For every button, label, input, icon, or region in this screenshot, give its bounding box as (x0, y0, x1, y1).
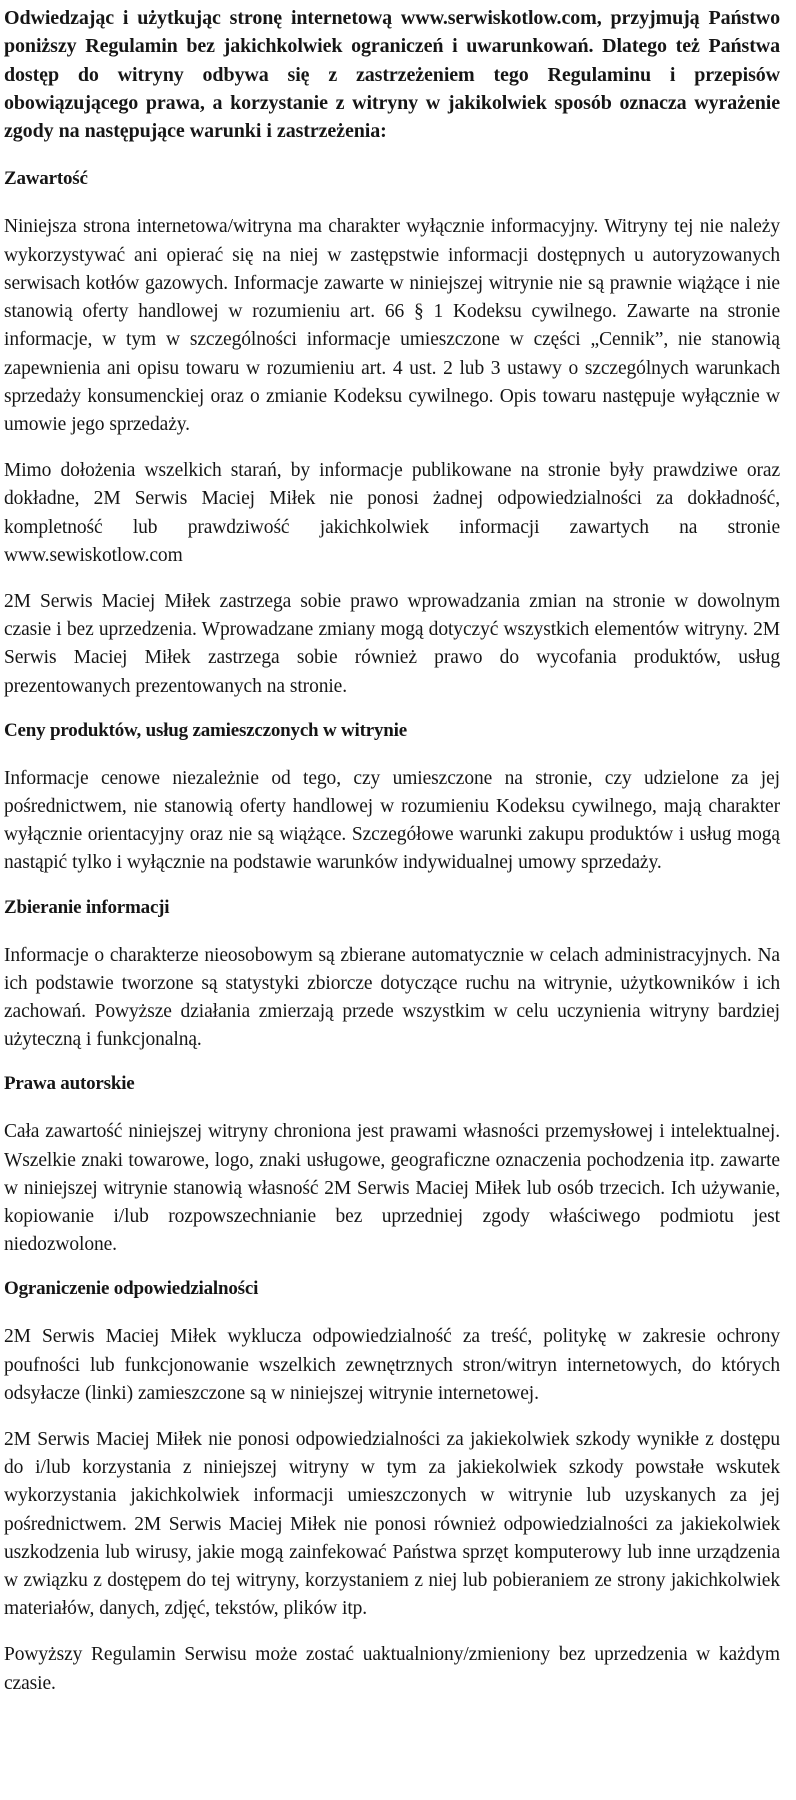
section-paragraph: Informacje cenowe niezależnie od tego, czy umieszczone na stronie, czy udzielone za jej pośrednictwem, nie stanowią oferty handlowej w rozumieniu Kodeksu cywilnego, mają charakter wyłącznie orientacyjny oraz nie są wiążące. Szczegółowe warunki zakupu produktów i usług mogą nastąpić tylko i wyłącznie na podstawie warunków indywidualnej umowy sprzedaży. (4, 767, 780, 874)
section-heading-zbieranie-informacji: Zbieranie informacji (4, 896, 170, 918)
section-paragraph: Informacje o charakterze nieosobowym są zbierane automatycznie w celach administracyjnych. Na ich podstawie tworzone są statystyki zbiorcze dotyczące ruchu na witrynie, użytkowników i ich zachowań. Powyższe działania zmierzają przede wszystkim w celu uczynienia witryny bardziej użyteczną i funkcjonalną. (4, 944, 780, 1051)
section-heading-zawartosc: Zawartość (4, 168, 88, 190)
section-heading-prawa-autorskie: Prawa autorskie (4, 1073, 135, 1095)
section-paragraph: Mimo dołożenia wszelkich starań, by informacje publikowane na stronie były prawdziwe oraz dokładne, 2M Serwis Maciej Miłek nie ponosi żadnej odpowiedzialności za dokładność, kompletność lub prawdziwość jakichkolwiek informacji zawartych na stronie www.sewiskotlow.com (4, 460, 780, 566)
section-paragraph: Powyższy Regulamin Serwisu może zostać uaktualniony/zmieniony bez uprzedzenia w każdym czasie. (4, 1644, 780, 1694)
section-paragraph: 2M Serwis Maciej Miłek zastrzega sobie prawo wprowadzania zmian na stronie w dowolnym czasie i bez uprzedzenia. Wprowadzane zmiany mogą dotyczyć wszystkich elementów witryny. 2M Serwis Maciej Miłek zastrzega sobie również prawo do wycofania produktów, usług prezentowanych prezentowanych na stronie. (4, 590, 780, 697)
section-heading-ograniczenie-odpowiedzialnosci: Ograniczenie odpowiedzialności (4, 1278, 259, 1300)
section-paragraph: 2M Serwis Maciej Miłek nie ponosi odpowiedzialności za jakiekolwiek szkody wynikłe z dostępu do i/lub korzystania z niniejszej witryny w tym za jakiekolwiek szkody powstałe wskutek wykorzystania jakichkolwiek informacji umieszczonych w witrynie lub uzyskanych za jej pośrednictwem. 2M Serwis Maciej Miłek nie ponosi również odpowiedzialności za jakiekolwiek uszkodzenia lub wirusy, jakie mogą zainfekować Państwa sprzęt komputerowy lub inne urządzenia w związku z dostępem do tej witryny, korzystaniem z niej lub pobieraniem ze strony jakichkolwiek materiałów, danych, zdjęć, tekstów, plików itp. (4, 1428, 780, 1620)
section-heading-ceny-produktow: Ceny produktów, usług zamieszczonych w witrynie (4, 719, 407, 741)
section-paragraph: 2M Serwis Maciej Miłek wyklucza odpowiedzialność za treść, politykę w zakresie ochrony poufności lub funkcjonowanie wszelkich zewnętrznych stron/witryn internetowych, do których odsyłacze (linki) zamieszczone są w niniejszej witrynie internetowej. (4, 1326, 780, 1404)
document-body (4, 4, 780, 1698)
section-paragraph: Cała zawartość niniejszej witryny chroniona jest prawami własności przemysłowej i intelektualnej. Wszelkie znaki towarowe, logo, znaki usługowe, geograficzne oznaczenia pochodzenia itp. zawarte w niniejszej witrynie stanowią własność 2M Serwis Maciej Miłek lub osób trzecich. Ich używanie, kopiowanie i/lub rozpowszechnianie bez uprzedniej zgody właściwego podmiotu jest niedozwolone. (4, 1121, 780, 1256)
intro-paragraph: Odwiedzając i użytkując stronę internetową www.serwiskotlow.com, przyjmują Państwo poniższy Regulamin bez jakichkolwiek ograniczeń i uwarunkowań. Dlatego też Państwa dostęp do witryny odbywa się z zastrzeżeniem tego Regulaminu i przepisów obowiązującego prawa, a korzystanie z witryny w jakikolwiek sposób oznacza wyrażenie zgody na następujące warunki i zastrzeżenia: (4, 7, 780, 143)
section-paragraph: Niniejsza strona internetowa/witryna ma charakter wyłącznie informacyjny. Witryny tej nie należy wykorzystywać ani opierać się na niej w zastępstwie informacji dostępnych u autoryzowanych serwisach kotłów gazowych. Informacje zawarte w niniejszej witrynie nie są prawnie wiążące i nie stanowią oferty handlowej w rozumieniu art. 66 § 1 Kodeksu cywilnego. Zawarte na stronie informacje, w tym w szczególności informacje umieszczone w części „Cennik”, nie stanowią zapewnienia ani opisu towaru w rozumieniu art. 4 ust. 2 lub 3 ustawy o szczególnych warunkach sprzedaży konsumenckiej oraz o zmianie Kodeksu cywilnego. Opis towaru następuje wyłącznie w umowie jego sprzedaży. (4, 216, 780, 435)
